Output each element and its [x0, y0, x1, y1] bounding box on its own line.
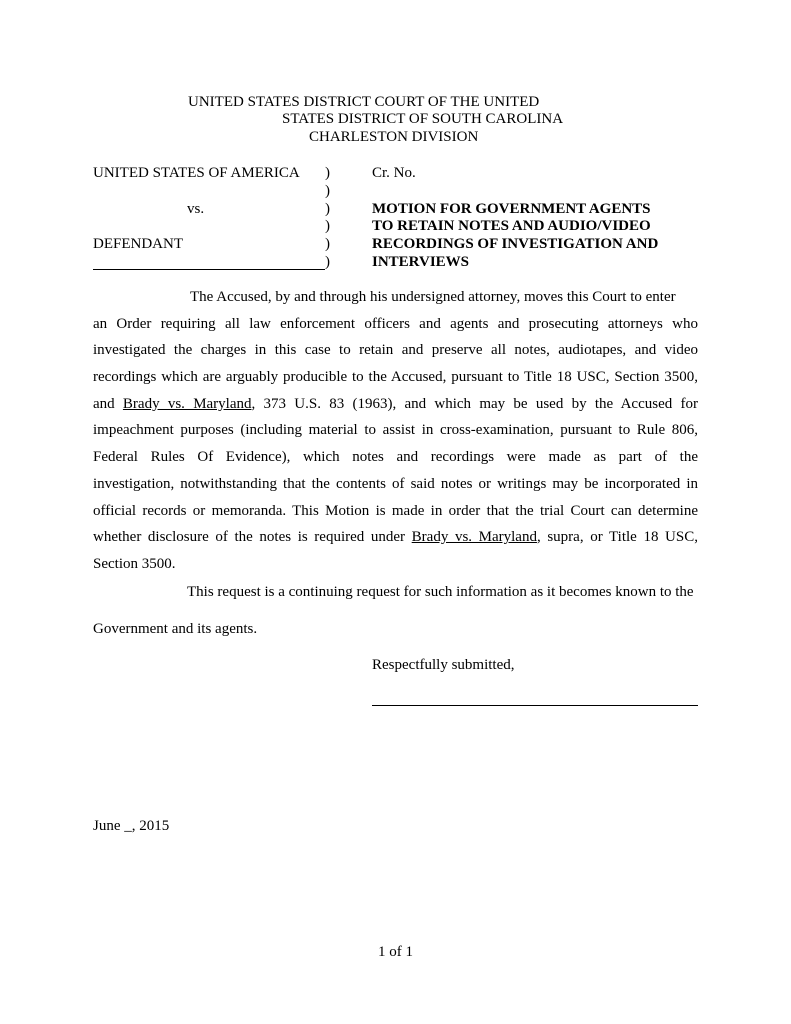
motion-title-line: TO RETAIN NOTES AND AUDIO/VIDEO — [372, 218, 651, 234]
continuing-request-line: Government and its agents. — [93, 621, 258, 637]
paragraph-line: whether disclosure of the notes is required under Brady vs. Maryland, supra, or Title 18 USC, — [93, 529, 698, 546]
case-number-label: Cr. No. — [372, 165, 416, 181]
case-citation: Brady vs. Maryland — [122, 395, 252, 412]
paragraph-line: and Brady vs. Maryland, 373 U.S. 83 (1963), and which may be used by the Accused for — [93, 395, 698, 412]
versus-label: vs. — [187, 201, 205, 217]
court-name-line-1: UNITED STATES DISTRICT COURT OF THE UNITED — [188, 94, 540, 110]
defendant-label: DEFENDANT — [93, 236, 183, 252]
paragraph-line: investigated the charges in this case to retain and preserve all notes, audiotapes, and video — [93, 342, 698, 359]
caption-paren: ) — [325, 201, 330, 217]
paragraph-line: The Accused, by and through his undersigned attorney, moves this Court to enter — [190, 289, 676, 305]
motion-title-line: INTERVIEWS — [372, 254, 470, 270]
paragraph-line: investigation, notwithstanding that the contents of said notes or writings may be incorporated in — [93, 475, 698, 492]
motion-body-paragraph — [93, 284, 698, 578]
continuing-request-line: This request is a continuing request for such information as it becomes known to the — [187, 584, 694, 600]
caption-underline — [93, 269, 325, 270]
motion-title-line: RECORDINGS OF INVESTIGATION AND — [372, 236, 659, 252]
paragraph-line: Section 3500. — [93, 555, 176, 572]
motion-title-line: MOTION FOR GOVERNMENT AGENTS — [372, 201, 651, 217]
paragraph-line: official records or memoranda. This Motion is made in order that the trial Court can determine — [93, 502, 698, 519]
plaintiff-name: UNITED STATES OF AMERICA — [93, 165, 300, 181]
case-citation: Brady vs. Maryland — [411, 529, 537, 546]
document-date: June _, 2015 — [93, 818, 170, 834]
caption-paren: ) — [325, 236, 330, 252]
caption-paren: ) — [325, 254, 330, 270]
caption-paren: ) — [325, 183, 330, 199]
caption-paren: ) — [325, 218, 330, 234]
closing-salutation: Respectfully submitted, — [372, 657, 515, 673]
paragraph-line: recordings which are arguably producible to the Accused, pursuant to Title 18 USC, Section 3500, — [93, 369, 698, 386]
caption-paren: ) — [325, 165, 330, 181]
signature-line — [372, 705, 698, 706]
court-division: CHARLESTON DIVISION — [309, 129, 479, 145]
paragraph-line: Federal Rules Of Evidence), which notes and recordings were made as part of the — [93, 449, 698, 466]
court-name-line-2: STATES DISTRICT OF SOUTH CAROLINA — [282, 111, 564, 127]
paragraph-line: an Order requiring all law enforcement officers and agents and prosecuting attorneys who — [93, 315, 698, 332]
paragraph-line: impeachment purposes (including material to assist in cross-examination, pursuant to Rule 806, — [93, 422, 698, 439]
page-number: 1 of 1 — [378, 944, 413, 960]
